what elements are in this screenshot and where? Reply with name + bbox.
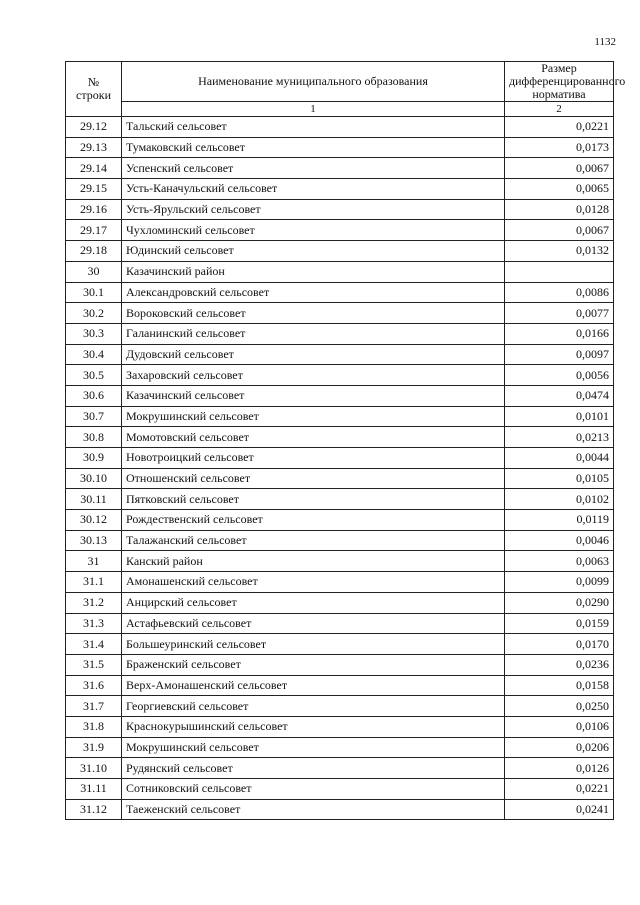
municipality-name-cell: Таеженский сельсовет (122, 799, 505, 820)
municipality-name-cell: Тумаковский сельсовет (122, 137, 505, 158)
municipality-name-cell: Канский район (122, 551, 505, 572)
municipality-name-cell: Рождественский сельсовет (122, 510, 505, 531)
norm-value-cell: 0,0159 (505, 613, 614, 634)
row-number-cell: 30.4 (66, 344, 122, 365)
norm-value-cell: 0,0106 (505, 716, 614, 737)
municipality-name-cell: Верх-Амонашенский сельсовет (122, 675, 505, 696)
municipality-name-cell: Пятковский сельсовет (122, 489, 505, 510)
municipality-name-cell: Рудянский сельсовет (122, 758, 505, 779)
table-row (66, 406, 614, 427)
norm-value-cell: 0,0170 (505, 634, 614, 655)
table-row (66, 572, 614, 593)
table-header-row (66, 62, 614, 102)
norm-value-cell: 0,0099 (505, 572, 614, 593)
row-number-cell: 31 (66, 551, 122, 572)
norm-value-cell: 0,0065 (505, 179, 614, 200)
table-row (66, 303, 614, 324)
table-row (66, 199, 614, 220)
norm-value-cell: 0,0132 (505, 241, 614, 262)
table-row (66, 510, 614, 531)
table-row (66, 261, 614, 282)
row-number-cell: 31.4 (66, 634, 122, 655)
row-number-cell: 31.10 (66, 758, 122, 779)
municipality-name-cell: Анцирский сельсовет (122, 592, 505, 613)
row-number-cell: 31.6 (66, 675, 122, 696)
table-row (66, 179, 614, 200)
table-row (66, 489, 614, 510)
municipality-name-cell: Усть-Ярульский сельсовет (122, 199, 505, 220)
municipality-name-cell: Вороковский сельсовет (122, 303, 505, 324)
row-number-cell: 30.8 (66, 427, 122, 448)
row-number-cell: 30.3 (66, 323, 122, 344)
table-row (66, 530, 614, 551)
table-row (66, 282, 614, 303)
norm-value-cell: 0,0063 (505, 551, 614, 572)
norm-value-cell: 0,0173 (505, 137, 614, 158)
norm-value-cell: 0,0044 (505, 448, 614, 469)
row-number-cell: 30.9 (66, 448, 122, 469)
row-number-cell: 29.13 (66, 137, 122, 158)
norm-value-cell: 0,0166 (505, 323, 614, 344)
table-row (66, 696, 614, 717)
table-row (66, 613, 614, 634)
header-municipality-name: Наименование муниципального образования (122, 62, 505, 102)
municipality-name-cell: Новотроицкий сельсовет (122, 448, 505, 469)
municipality-name-cell: Большеуринский сельсовет (122, 634, 505, 655)
table-row (66, 779, 614, 800)
municipality-name-cell: Браженский сельсовет (122, 654, 505, 675)
municipality-name-cell: Чухломинский сельсовет (122, 220, 505, 241)
row-number-cell: 29.14 (66, 158, 122, 179)
row-number-cell: 29.15 (66, 179, 122, 200)
norm-value-cell: 0,0221 (505, 117, 614, 138)
municipality-name-cell: Талажанский сельсовет (122, 530, 505, 551)
norm-value-cell: 0,0067 (505, 220, 614, 241)
table-row (66, 716, 614, 737)
row-number-cell: 29.18 (66, 241, 122, 262)
row-number-cell: 30.2 (66, 303, 122, 324)
row-number-cell: 31.9 (66, 737, 122, 758)
row-number-cell: 30.1 (66, 282, 122, 303)
row-number-cell: 30.10 (66, 468, 122, 489)
norm-value-cell: 0,0221 (505, 779, 614, 800)
norm-value-cell: 0,0119 (505, 510, 614, 531)
norm-value-cell: 0,0158 (505, 675, 614, 696)
norm-value-cell: 0,0086 (505, 282, 614, 303)
municipality-name-cell: Усть-Каначульский сельсовет (122, 179, 505, 200)
municipality-name-cell: Краснокурышинский сельсовет (122, 716, 505, 737)
table-row (66, 365, 614, 386)
row-number-cell: 31.2 (66, 592, 122, 613)
header-row-number: № строки (66, 62, 122, 117)
table-row (66, 737, 614, 758)
municipality-name-cell: Георгиевский сельсовет (122, 696, 505, 717)
norm-value-cell: 0,0250 (505, 696, 614, 717)
row-number-cell: 29.17 (66, 220, 122, 241)
municipality-name-cell: Мокрушинский сельсовет (122, 737, 505, 758)
table-row (66, 427, 614, 448)
norm-value-cell: 0,0213 (505, 427, 614, 448)
table-row (66, 220, 614, 241)
norm-value-cell: 0,0128 (505, 199, 614, 220)
norms-table (65, 61, 626, 820)
row-number-cell: 30.6 (66, 385, 122, 406)
table-body (66, 117, 614, 820)
norm-value-cell: 0,0102 (505, 489, 614, 510)
municipality-name-cell: Успенский сельсовет (122, 158, 505, 179)
row-number-cell: 31.3 (66, 613, 122, 634)
table-row (66, 675, 614, 696)
table-row (66, 241, 614, 262)
norm-value-cell: 0,0046 (505, 530, 614, 551)
page-number: 1132 (594, 36, 616, 48)
municipality-name-cell: Момотовский сельсовет (122, 427, 505, 448)
norm-value-cell: 0,0290 (505, 592, 614, 613)
municipality-name-cell: Юдинский сельсовет (122, 241, 505, 262)
norm-value-cell: 0,0097 (505, 344, 614, 365)
row-number-cell: 31.5 (66, 654, 122, 675)
municipality-name-cell: Галанинский сельсовет (122, 323, 505, 344)
norm-value-cell: 0,0126 (505, 758, 614, 779)
norm-value-cell: 0,0101 (505, 406, 614, 427)
municipality-name-cell: Казачинский район (122, 261, 505, 282)
table-row (66, 344, 614, 365)
table-row (66, 137, 614, 158)
municipality-name-cell: Тальский сельсовет (122, 117, 505, 138)
norm-value-cell: 0,0474 (505, 385, 614, 406)
table-row (66, 551, 614, 572)
row-number-cell: 30.12 (66, 510, 122, 531)
norm-value-cell: 0,0241 (505, 799, 614, 820)
municipality-name-cell: Захаровский сельсовет (122, 365, 505, 386)
row-number-cell: 30 (66, 261, 122, 282)
table-row (66, 448, 614, 469)
row-number-cell: 31.11 (66, 779, 122, 800)
table-row (66, 654, 614, 675)
header-norm-size: Размер дифференцированного норматива (505, 62, 614, 102)
norm-value-cell: 0,0056 (505, 365, 614, 386)
row-number-cell: 29.12 (66, 117, 122, 138)
column-index-row (66, 102, 614, 117)
row-number-cell: 30.13 (66, 530, 122, 551)
table-row (66, 117, 614, 138)
row-number-cell: 31.12 (66, 799, 122, 820)
table-row (66, 468, 614, 489)
norm-value-cell: 0,0105 (505, 468, 614, 489)
row-number-cell: 30.11 (66, 489, 122, 510)
norm-value-cell (505, 261, 614, 282)
norm-value-cell: 0,0077 (505, 303, 614, 324)
table-row (66, 592, 614, 613)
row-number-cell: 29.16 (66, 199, 122, 220)
row-number-cell: 31.8 (66, 716, 122, 737)
norm-value-cell: 0,0236 (505, 654, 614, 675)
column-index-1: 1 (122, 102, 505, 117)
table-row (66, 634, 614, 655)
municipality-name-cell: Отношенский сельсовет (122, 468, 505, 489)
municipality-name-cell: Александровский сельсовет (122, 282, 505, 303)
table-row (66, 799, 614, 820)
table-row (66, 323, 614, 344)
municipality-name-cell: Мокрушинский сельсовет (122, 406, 505, 427)
norm-value-cell: 0,0206 (505, 737, 614, 758)
row-number-cell: 31.1 (66, 572, 122, 593)
table-row (66, 158, 614, 179)
municipality-name-cell: Амонашенский сельсовет (122, 572, 505, 593)
municipality-name-cell: Дудовский сельсовет (122, 344, 505, 365)
table-row (66, 385, 614, 406)
row-number-cell: 31.7 (66, 696, 122, 717)
table-row (66, 758, 614, 779)
municipality-name-cell: Сотниковский сельсовет (122, 779, 505, 800)
municipality-name-cell: Казачинский сельсовет (122, 385, 505, 406)
column-index-2: 2 (505, 102, 614, 117)
row-number-cell: 30.5 (66, 365, 122, 386)
municipality-name-cell: Астафьевский сельсовет (122, 613, 505, 634)
row-number-cell: 30.7 (66, 406, 122, 427)
norm-value-cell: 0,0067 (505, 158, 614, 179)
